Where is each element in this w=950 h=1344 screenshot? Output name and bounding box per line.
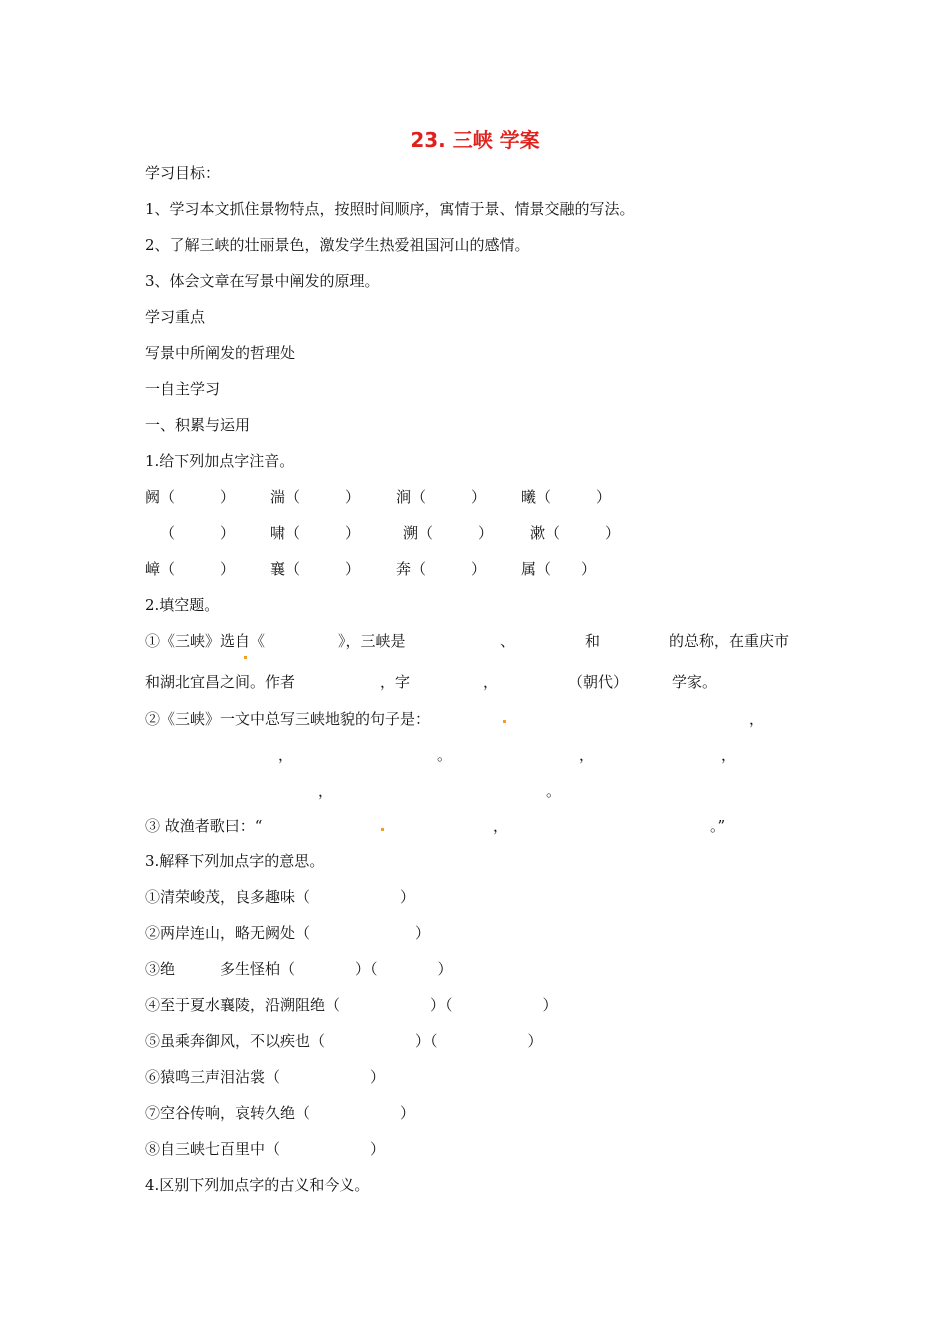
fill-text: ， (318, 782, 334, 800)
pinyin-item: 襄（ ） (270, 560, 361, 578)
objective-1: 1、学习本文抓住景物特点，按照时间顺序，寓情于景、情景交融的写法。 (145, 200, 635, 218)
pinyin-item: 溯（ ） (403, 524, 494, 542)
pinyin-item: 漱（ ） (530, 524, 621, 542)
key-heading: 学习重点 (145, 308, 206, 326)
mark-dot (503, 720, 506, 723)
explain-item: ④至于夏水襄陵，沿溯阻绝（ ）（ ） (145, 996, 558, 1014)
pinyin-item: 奔（ ） (396, 560, 487, 578)
question-2: 2.填空题。 (145, 596, 220, 614)
fill-text: 、 (500, 632, 516, 650)
fill-text: ， (493, 817, 509, 835)
pinyin-item: 阙（ ） (145, 488, 236, 506)
fill-text: 。 (546, 782, 562, 800)
mark-dot (381, 828, 384, 831)
fill-text: ②《三峡》一文中总写三峡地貌的句子是： (145, 710, 431, 728)
fill-text: ， (483, 673, 499, 691)
pinyin-item: 涧（ ） (396, 488, 487, 506)
pinyin-item: （ ） (160, 524, 236, 542)
question-1: 1.给下列加点字注音。 (145, 452, 295, 470)
objective-3: 3、体会文章在写景中阐发的原理。 (145, 272, 380, 290)
mark-dot (244, 656, 247, 659)
page-title: 23. 三峡 学案 (410, 128, 540, 152)
fill-text: 的总称，在重庆市 (669, 632, 790, 650)
fill-text: ③ 故渔者歌曰：“ (145, 817, 263, 835)
explain-item: ⑥猿鸣三声泪沾裳（ ） (145, 1068, 386, 1086)
accumulate-heading: 一、积累与运用 (145, 416, 251, 434)
explain-item: ②两岸连山，略无阙处（ ） (145, 924, 431, 942)
fill-text: ， (749, 710, 765, 728)
pinyin-item: 嶂（ ） (145, 560, 236, 578)
pinyin-item: 属（ ） (521, 560, 597, 578)
fill-text: 学家。 (672, 673, 718, 691)
fill-text: 和 (585, 632, 601, 650)
explain-item: ①清荣峻茂，良多趣味（ ） (145, 888, 416, 906)
fill-text: （朝代） (568, 673, 629, 691)
key-point: 写景中所阐发的哲理处 (145, 344, 296, 362)
fill-text: ， (278, 746, 294, 764)
explain-item: ⑦空谷传响，哀转久绝（ ） (145, 1104, 416, 1122)
pinyin-item: 曦（ ） (521, 488, 612, 506)
explain-item: ③绝 多生怪柏（ ）（ ） (145, 960, 453, 978)
fill-text: ， (721, 746, 737, 764)
fill-text: 》，三峡是 (338, 632, 406, 650)
explain-item: ⑧自三峡七百里中（ ） (145, 1140, 386, 1158)
fill-text: 和湖北宜昌之间。作者 (145, 673, 296, 691)
fill-text: ，字 (380, 673, 411, 691)
fill-text: 。 (437, 746, 453, 764)
question-3: 3.解释下列加点字的意思。 (145, 852, 325, 870)
fill-text: ①《三峡》选自《 (145, 632, 266, 650)
pinyin-item: 啸（ ） (270, 524, 361, 542)
pinyin-item: 湍（ ） (270, 488, 361, 506)
fill-text: 。” (710, 817, 726, 835)
objective-2: 2、了解三峡的壮丽景色，激发学生热爱祖国河山的感情。 (145, 236, 530, 254)
self-study-heading: 一自主学习 (145, 380, 221, 398)
fill-text: ， (579, 746, 595, 764)
question-4: 4.区别下列加点字的古义和今义。 (145, 1176, 370, 1194)
objectives-heading: 学习目标： (145, 164, 221, 182)
explain-item: ⑤虽乘奔御风，不以疾也（ ）（ ） (145, 1032, 543, 1050)
